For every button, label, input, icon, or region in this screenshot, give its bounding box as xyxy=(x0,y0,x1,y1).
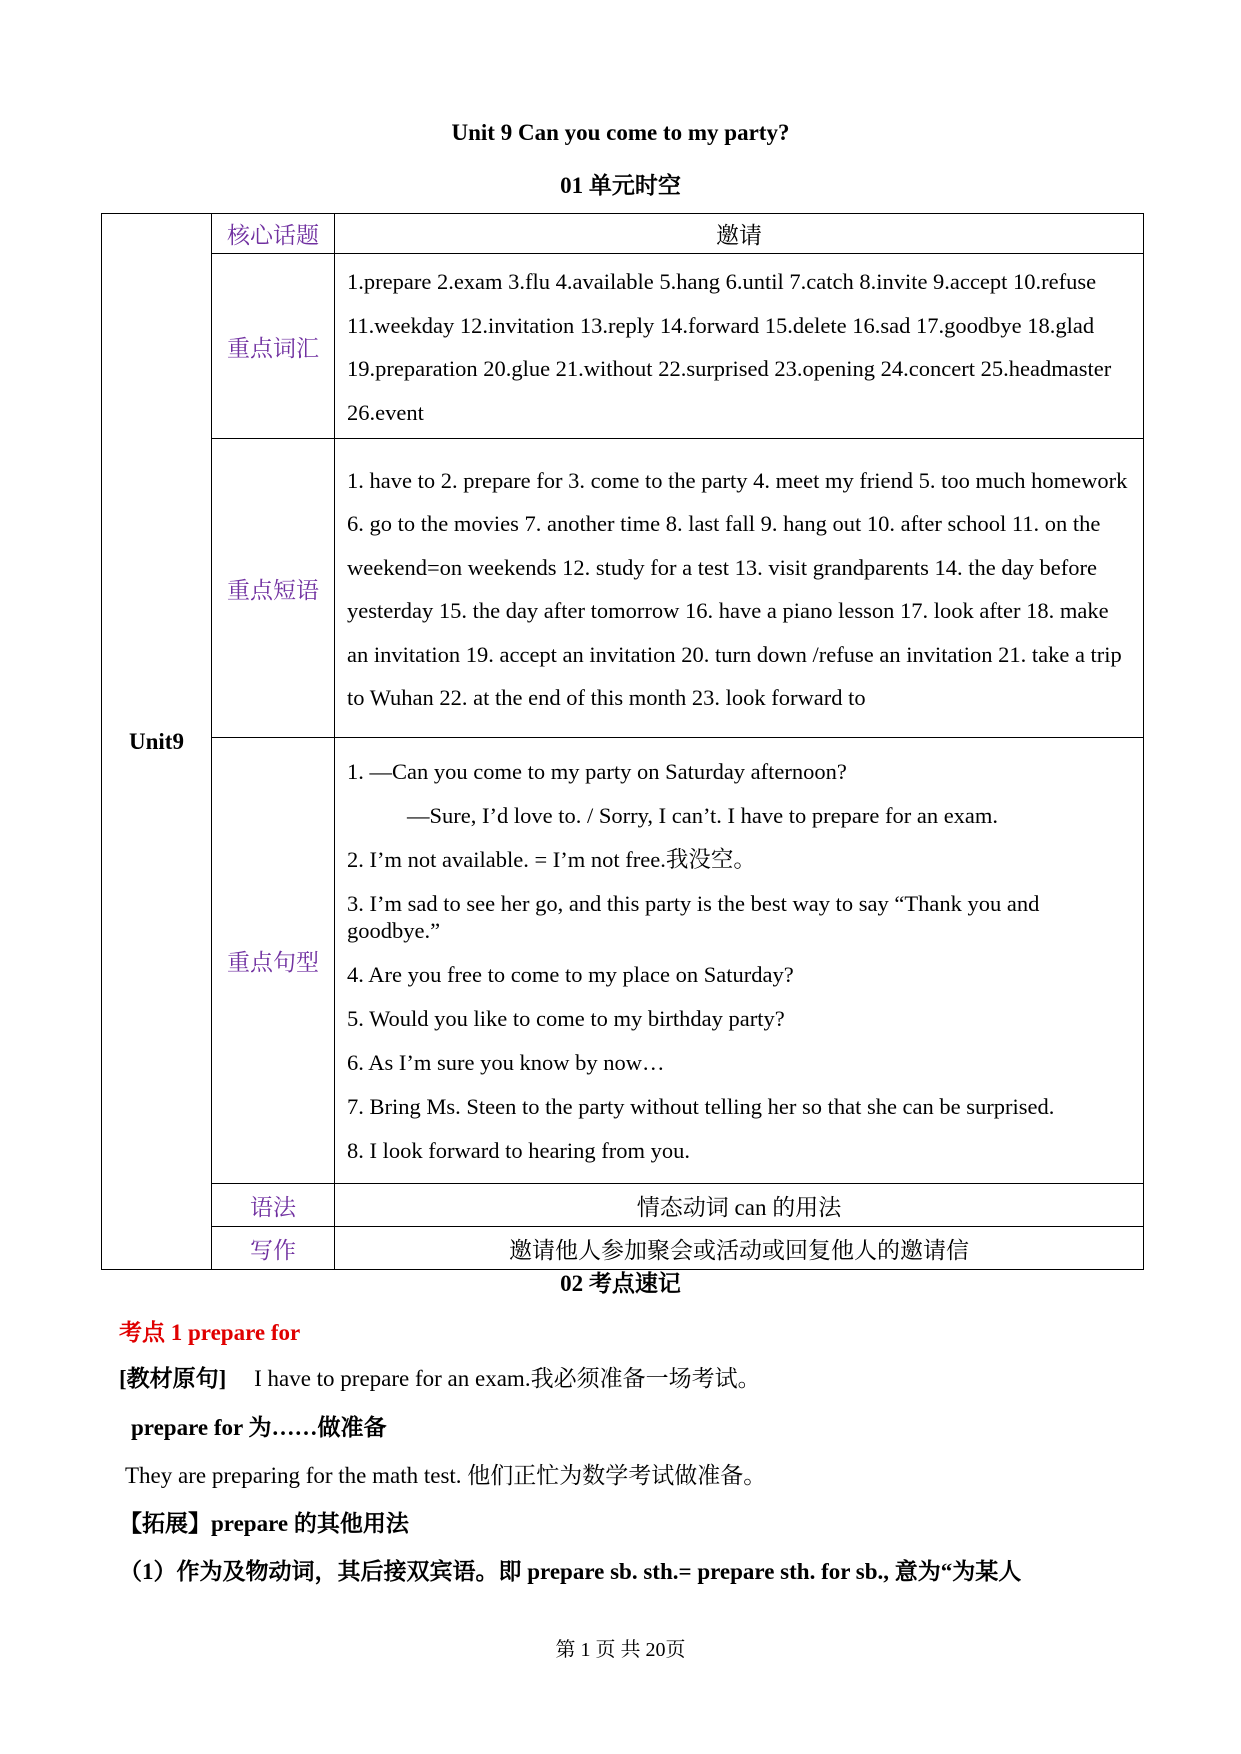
unit-label: Unit9 xyxy=(102,214,212,1270)
unit-overview-table xyxy=(101,213,1144,1270)
sentence-item: 3. I’m sad to see her go, and this party is the best way to say “Thank you and goodbye.” xyxy=(347,890,1040,943)
example-sentence: They are preparing for the math test. 他们正忙为数学考试做准备。 xyxy=(125,1463,767,1488)
usage-item-1: （1）作为及物动词，其后接双宾语。即 prepare sb. sth.= prepare sth. for sb., 意为“为某人 xyxy=(119,1559,1022,1584)
sentence-item: 1. —Can you come to my party on Saturday afternoon? xyxy=(347,758,847,784)
sentences-label: 重点句型 xyxy=(212,738,335,1184)
topic-content: 邀请 xyxy=(335,214,1144,254)
document-title: Unit 9 Can you come to my party? xyxy=(451,120,790,145)
sentence-item: —Sure, I’d love to. / Sorry, I can’t. I have to prepare for an exam. xyxy=(407,802,999,828)
extension-heading: 【拓展】prepare 的其他用法 xyxy=(119,1511,409,1536)
phrases-content: 1. have to 2. prepare for 3. come to the party 4. meet my friend 5. too much homework 6. go to the movies 7. another time 8. last fall 9. hang out 10. after school 11. on the weekend=on weekends 12. study for a test 13. visit grandparents 14. the day before yesterday 15. the day after tomorrow 16. have a piano lesson 17. look after 18. make an invitation 19. accept an invitation 20. turn down /refuse an invitation 21. take a trip to Wuhan 22. at the end of this month 23. look forward to xyxy=(335,439,1144,738)
sentence-item: 4. Are you free to come to my place on Saturday? xyxy=(347,961,794,987)
grammar-content: 情态动词 can 的用法 xyxy=(335,1184,1144,1227)
writing-content: 邀请他人参加聚会或活动或回复他人的邀请信 xyxy=(335,1227,1144,1270)
section-title-unit-overview: 01 单元时空 xyxy=(560,173,681,198)
topic-label: 核心话题 xyxy=(212,214,335,254)
source-text: I have to prepare for an exam.我必须准备一场考试。 xyxy=(254,1366,761,1391)
sentence-item: 8. I look forward to hearing from you. xyxy=(347,1137,691,1163)
key-point-heading: 考点 1 prepare for xyxy=(119,1320,301,1345)
source-tag: [教材原句] xyxy=(119,1366,227,1391)
sentence-item: 5. Would you like to come to my birthday party? xyxy=(347,1005,785,1031)
sentence-item: 6. As I’m sure you know by now… xyxy=(347,1049,665,1075)
sentence-item: 2. I’m not available. = I’m not free.我没空。 xyxy=(347,846,756,872)
page-footer: 第 1 页 共 20页 xyxy=(555,1639,686,1661)
vocab-content: 1.prepare 2.exam 3.flu 4.available 5.hang 6.until 7.catch 8.invite 9.accept 10.refuse 11.weekday 12.invitation 13.reply 14.forward 15.delete 16.sad 17.goodbye 18.glad 19.preparation 20.glue 21.without 22.surprised 23.opening 24.concert 25.headmaster 26.event xyxy=(335,254,1144,439)
vocab-label: 重点词汇 xyxy=(212,254,335,439)
source-sentence xyxy=(119,1360,761,1393)
writing-label: 写作 xyxy=(212,1227,335,1270)
usage-meaning: prepare for 为……做准备 xyxy=(131,1415,387,1440)
grammar-label: 语法 xyxy=(212,1184,335,1227)
sentences-content xyxy=(335,738,1144,1184)
sentence-item: 7. Bring Ms. Steen to the party without telling her so that she can be surprised. xyxy=(347,1093,1055,1119)
phrases-label: 重点短语 xyxy=(212,439,335,738)
section-title-key-points: 02 考点速记 xyxy=(560,1271,681,1296)
